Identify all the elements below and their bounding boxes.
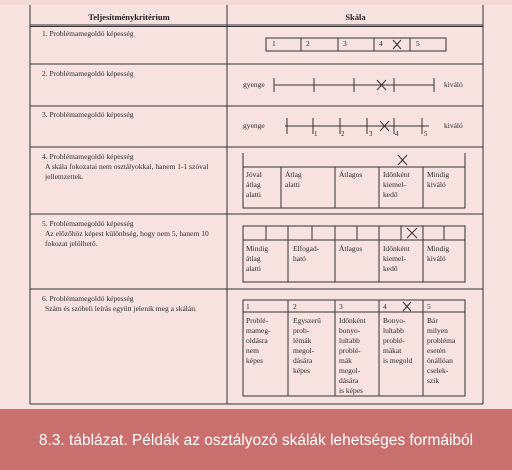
document-page xyxy=(0,5,512,409)
scale-label: Mindig kiváló xyxy=(427,170,450,189)
scale-left-label: gyenge xyxy=(243,121,265,130)
scale-number: 3 xyxy=(343,39,347,48)
scale-number: 4 xyxy=(383,302,387,311)
criterion-row-1 xyxy=(42,29,133,39)
scale-number: 1 xyxy=(272,39,276,48)
scale-label: Átlagos xyxy=(339,170,363,179)
criterion-description: Szám és szóbeli leírás együtt jelenik meg a skálán. xyxy=(45,304,197,313)
scale-label: Mindig kiváló xyxy=(427,244,450,263)
criterion-row-4 xyxy=(42,152,220,182)
scale-number: 5 xyxy=(416,39,420,48)
scale-number: 3 xyxy=(369,130,373,138)
scale-number: 5 xyxy=(427,302,431,311)
scale-number: 1 xyxy=(246,302,250,311)
criterion-title: 1. Problémamegoldó képesség xyxy=(42,29,134,38)
criterion-row-5 xyxy=(42,219,220,249)
scale-label: Átlag alatti xyxy=(285,170,302,189)
header-criterion: Teljesítménykritérium xyxy=(88,12,170,22)
header-scale: Skála xyxy=(345,12,366,22)
scale-label: Jóval átlag alatti xyxy=(246,170,262,199)
rating-scale-table xyxy=(29,5,484,405)
scale-label: Időnként bonyo- lultabb problé- mák megol- dására is képes xyxy=(339,316,366,395)
table-caption: 8.3. táblázat. Példák az osztályozó skálák lehetséges formáiból xyxy=(38,432,474,449)
scale-label: Időnként kiemel- kedő xyxy=(383,170,410,199)
scale-label: Bár milyen probléma esetén önállóan cselek- szik xyxy=(427,316,456,385)
scale-right-label: kiváló xyxy=(444,80,463,89)
scale-number: 2 xyxy=(306,39,310,48)
scale-number: 2 xyxy=(341,130,345,138)
scale-number: 4 xyxy=(395,130,399,138)
criterion-row-2 xyxy=(42,69,133,79)
criterion-row-3 xyxy=(42,110,133,120)
criterion-title: 3. Problémamegoldó képesség xyxy=(42,110,134,119)
scale-label: Időnként kiemel- kedő xyxy=(383,244,410,273)
scale-label: Elfogad- ható xyxy=(293,244,320,263)
scale-number: 2 xyxy=(293,302,297,311)
criterion-title: 2. Problémamegoldó képesség xyxy=(42,69,134,78)
scale-left-label: gyenge xyxy=(243,80,265,89)
scale-label: Egyszerű prob- lémák megol- dására képes xyxy=(293,316,321,375)
criterion-description: Az előzőhöz képest különbség, hogy nem 5, hanem 10 fokozat jelölhető. xyxy=(45,229,209,248)
scale-number: 1 xyxy=(314,130,318,138)
scale-label: Mindig átlag alatti xyxy=(246,244,269,273)
scale-number: 5 xyxy=(424,130,428,138)
scale-label: Átlagos xyxy=(339,244,363,253)
criterion-description: A skála fokozatai nem osztályokkal, hanem 1-1 szóval jellemzettek. xyxy=(45,162,209,181)
criterion-row-6 xyxy=(42,294,220,314)
scale-right-label: kiváló xyxy=(444,121,463,130)
criterion-title: 6. Problémamegoldó képesség xyxy=(42,294,134,303)
scale-label: Problé- mameg- oldásra nem képes xyxy=(246,316,271,365)
scale-label: Bonyo- lultabb problé- mákat is megold xyxy=(383,316,413,365)
criterion-title: 5. Problémamegoldó képesség xyxy=(42,219,134,228)
scale-number: 4 xyxy=(379,39,383,48)
scale-number: 3 xyxy=(339,302,343,311)
criterion-title: 4. Problémamegoldó képesség xyxy=(42,152,134,161)
